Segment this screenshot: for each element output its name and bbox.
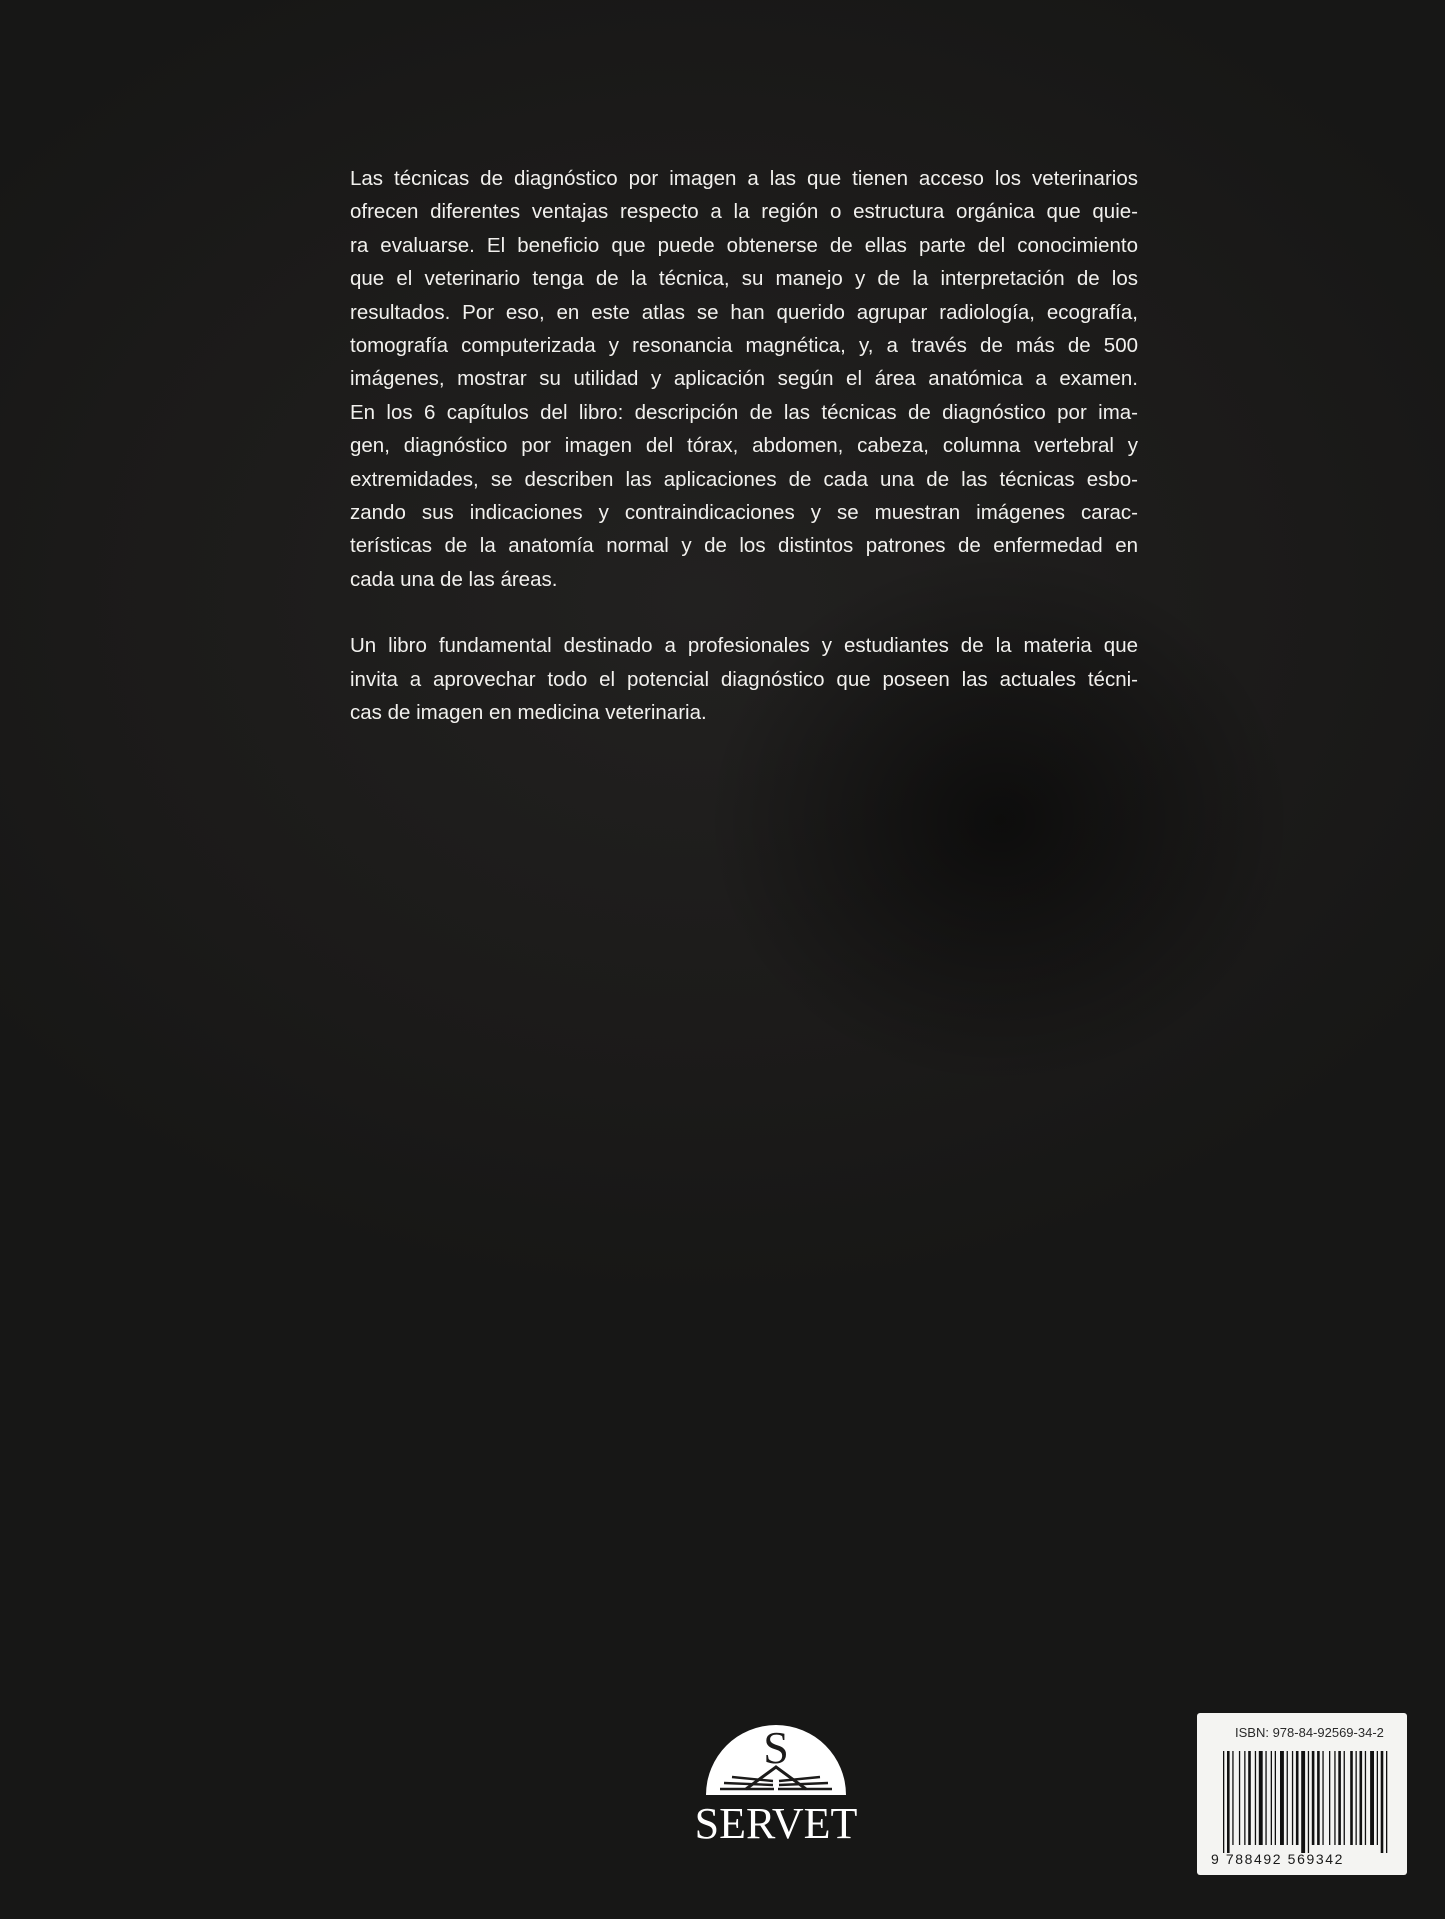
barcode-bar — [1292, 1751, 1293, 1845]
publisher-name: SERVET — [694, 1799, 858, 1848]
barcode-bar — [1296, 1751, 1299, 1845]
blurb-line: imágenes, mostrar su utilidad y aplicación según el área anatómica a examen. — [350, 367, 1138, 391]
barcode-icon — [1223, 1751, 1391, 1853]
barcode-bar — [1329, 1751, 1330, 1845]
barcode-bar — [1301, 1751, 1305, 1853]
blurb-line: invita a aprovechar todo el potencial diagnóstico que poseen las actuales técni- — [350, 667, 1138, 691]
emblem-letter: S — [763, 1722, 789, 1773]
blurb-line: cada una de las áreas. — [350, 567, 558, 591]
blurb-line: cas de imagen en medicina veterinaria. — [350, 701, 707, 725]
blurb-paragraph-1 — [350, 162, 1138, 596]
barcode-bar — [1259, 1751, 1263, 1845]
barcode-bar — [1271, 1751, 1272, 1845]
isbn-barcode-box — [1197, 1713, 1407, 1875]
blurb-line: que el veterinario tenga de la técnica, su manejo y de la interpretación de los — [350, 267, 1138, 291]
barcode-bar — [1386, 1751, 1387, 1853]
barcode-bar — [1317, 1751, 1320, 1845]
barcode-bar — [1338, 1751, 1341, 1845]
back-cover-blurb — [350, 162, 1138, 763]
barcode-bar — [1322, 1751, 1323, 1845]
blurb-line: ofrecen diferentes ventajas respecto a la región o estructura orgánica que quie- — [350, 200, 1138, 224]
barcode-bar — [1377, 1751, 1378, 1845]
barcode-bar — [1356, 1751, 1357, 1845]
barcode-bar — [1350, 1751, 1353, 1845]
barcode-bar — [1232, 1751, 1233, 1845]
barcode-bar — [1287, 1751, 1288, 1845]
barcode-bar — [1280, 1751, 1284, 1845]
blurb-line: Un libro fundamental destinado a profesionales y estudiantes de la materia que — [350, 634, 1138, 658]
blurb-paragraph-2 — [350, 629, 1138, 729]
barcode-bar — [1239, 1751, 1240, 1845]
barcode-bar — [1360, 1751, 1363, 1845]
blurb-line: zando sus indicaciones y contraindicaciones y se muestran imágenes carac- — [350, 501, 1138, 525]
barcode-bar — [1308, 1751, 1309, 1853]
barcode-digits: 9 788492 569342 — [1211, 1851, 1344, 1867]
blurb-line: resultados. Por eso, en este atlas se han querido agrupar radiología, ecografía, — [350, 300, 1138, 324]
blurb-line: gen, diagnóstico por imagen del tórax, abdomen, cabeza, columna vertebral y — [350, 434, 1138, 458]
blurb-line: ra evaluarse. El beneficio que puede obtenerse de ellas parte del conocimiento — [350, 233, 1138, 257]
barcode-bar — [1370, 1751, 1374, 1845]
barcode-bar — [1381, 1751, 1384, 1853]
barcode-bar — [1244, 1751, 1245, 1845]
publisher-logo — [676, 1705, 876, 1855]
barcode-bar — [1275, 1751, 1276, 1845]
barcode-bar — [1334, 1751, 1335, 1845]
blurb-line: Las técnicas de diagnóstico por imagen a las que tienen acceso los veterinarios — [350, 167, 1138, 190]
barcode-bar — [1248, 1751, 1251, 1845]
publisher-emblem-icon — [676, 1705, 876, 1801]
barcode-bar — [1227, 1751, 1230, 1853]
barcode-bar — [1365, 1751, 1366, 1845]
barcode-bar — [1312, 1751, 1315, 1845]
barcode-bar — [1344, 1751, 1345, 1845]
blurb-line: En los 6 capítulos del libro: descripción de las técnicas de diagnóstico por ima- — [350, 400, 1138, 424]
barcode-bar — [1255, 1751, 1256, 1845]
blurb-line: terísticas de la anatomía normal y de los distintos patrones de enfermedad en — [350, 534, 1138, 558]
blurb-line: extremidades, se describen las aplicaciones de cada una de las técnicas esbo- — [350, 467, 1138, 491]
barcode-bar — [1265, 1751, 1266, 1845]
barcode-bar — [1223, 1751, 1224, 1853]
blurb-line: tomografía computerizada y resonancia magnética, y, a través de más de 500 — [350, 334, 1138, 358]
isbn-label: ISBN: 978-84-92569-34-2 — [1235, 1725, 1384, 1740]
